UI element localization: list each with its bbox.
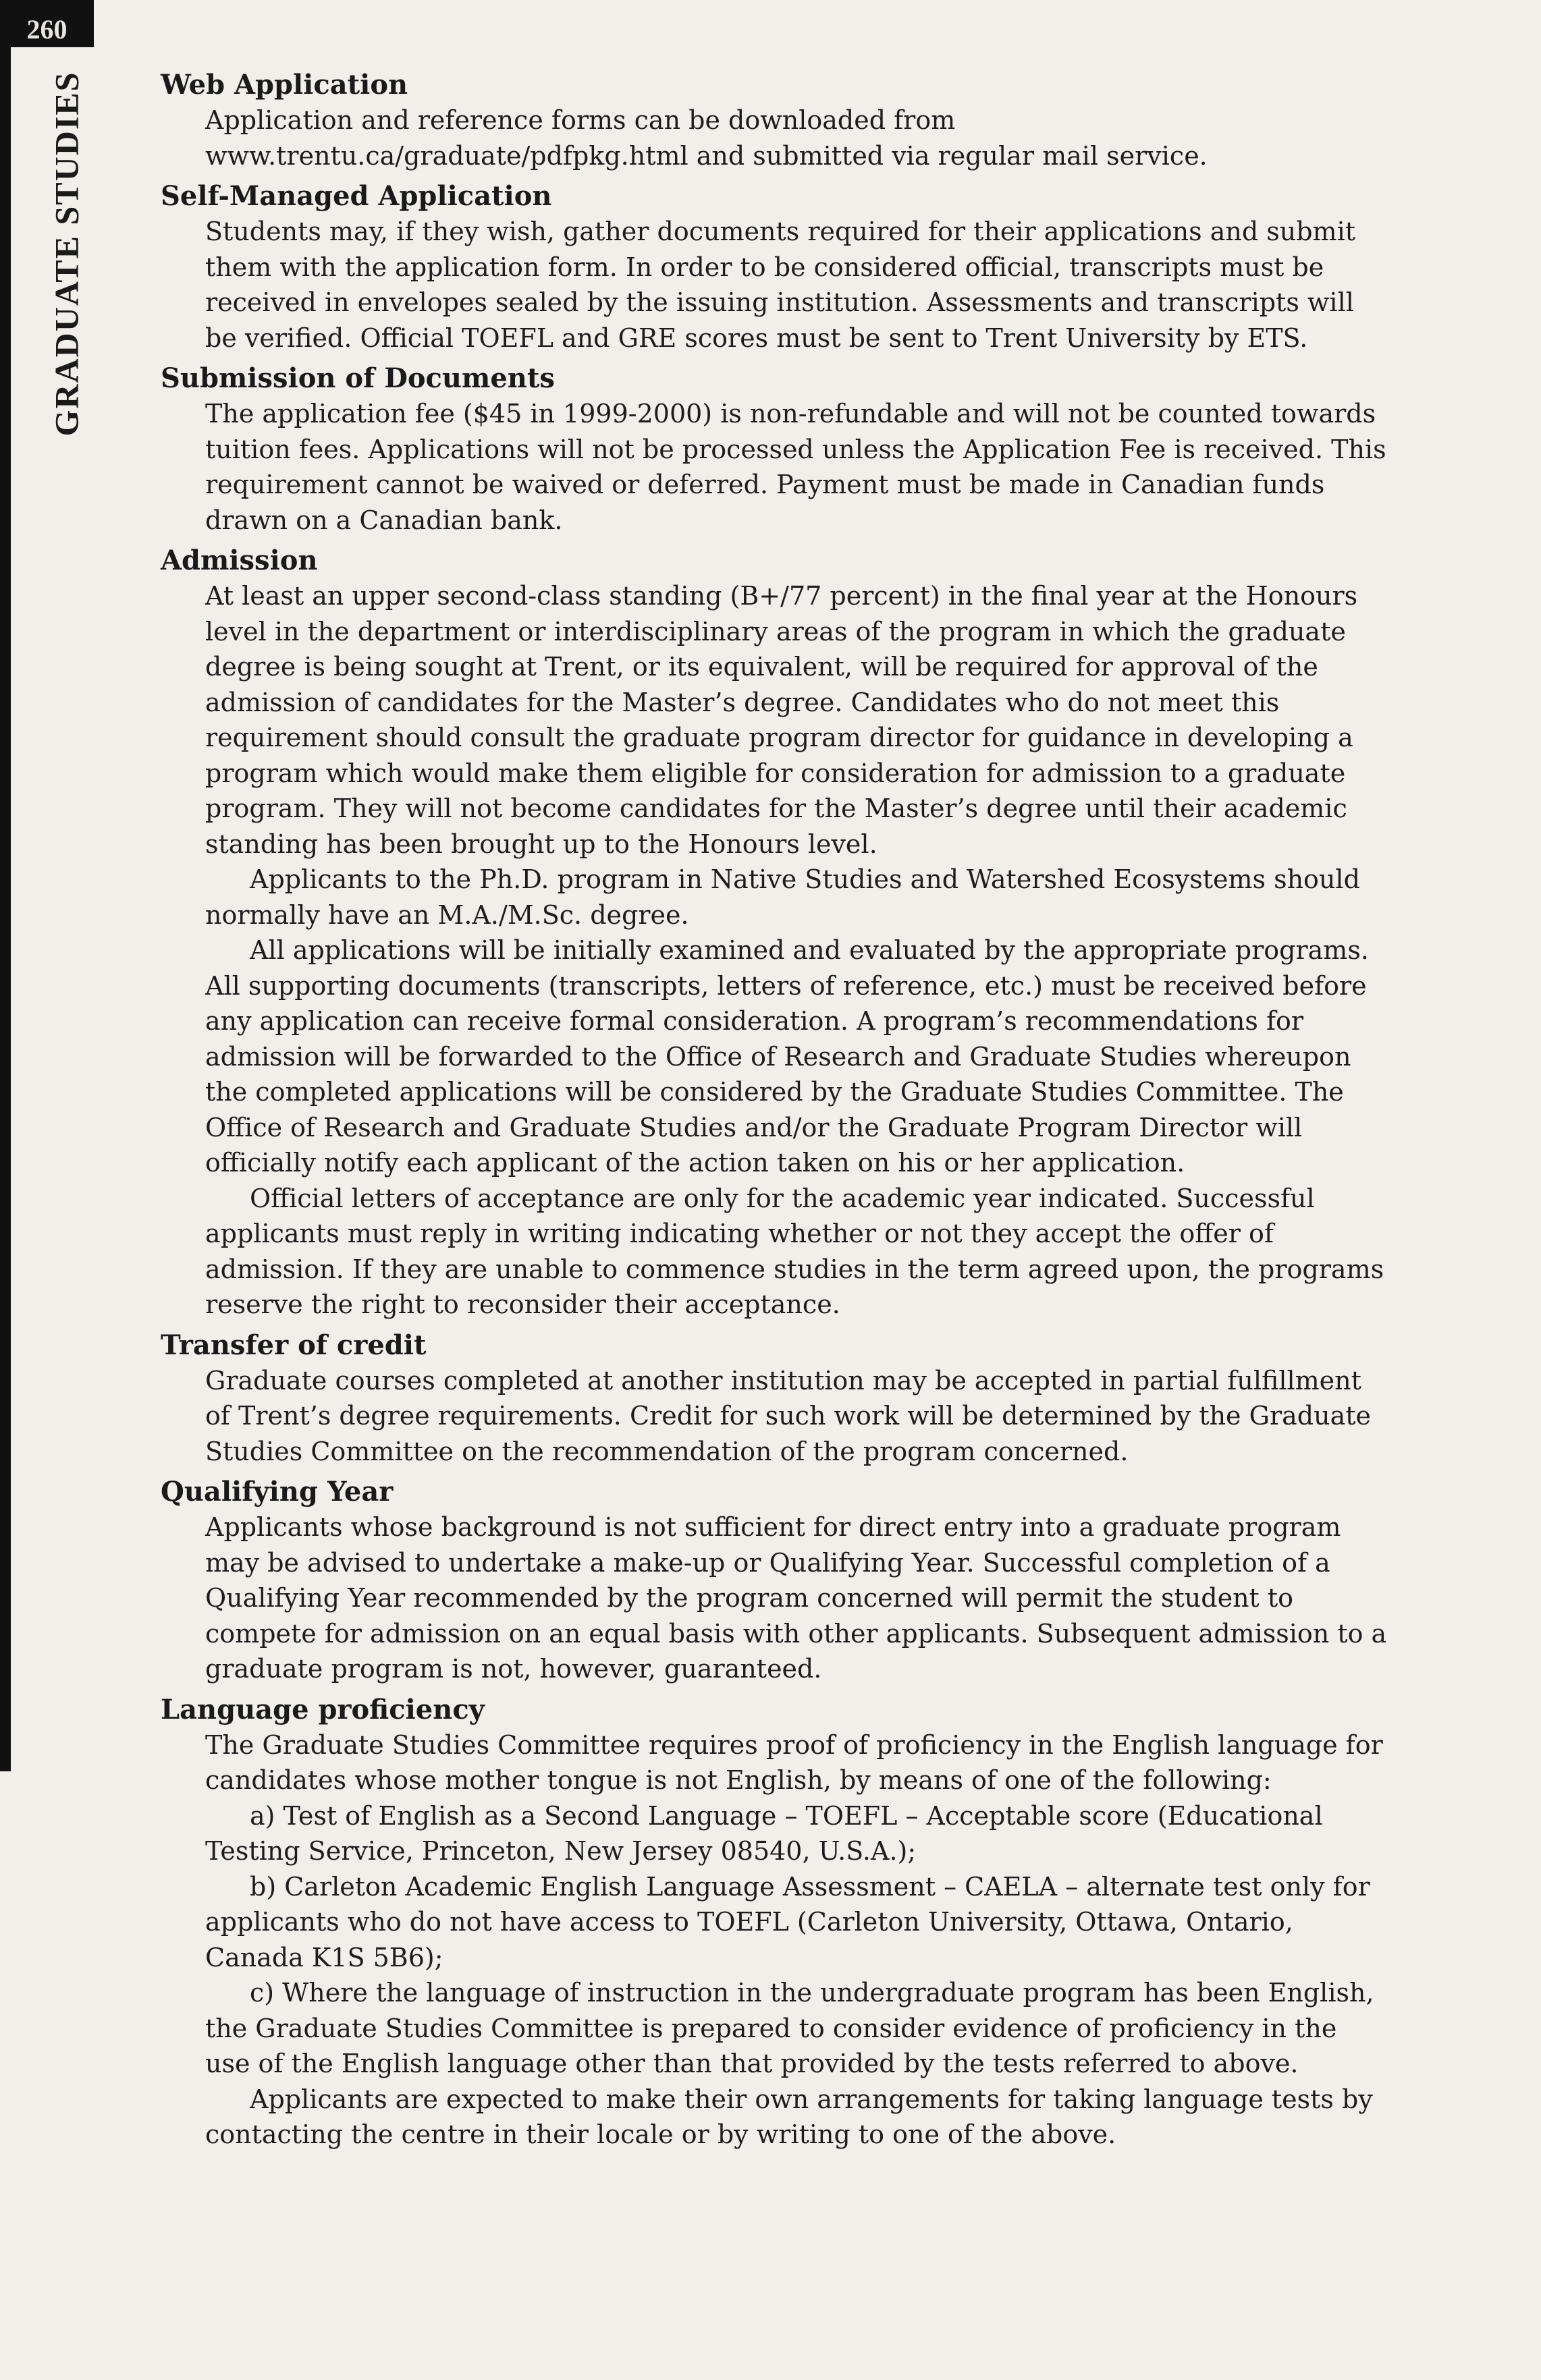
section-heading: Qualifying Year xyxy=(161,1476,394,1507)
list-item: c) Where the language of instruction in the undergraduate program has been English, the Graduate Studies Committee is prepared to consider evidence of proficiency in the use of the English language other than that provided by the tests referred to above. xyxy=(205,1978,1374,2078)
list-item: a) Test of English as a Second Language – TOEFL – Acceptable score (Educational Testing Service, Princeton, New Jersey 08540, U.S.A.); xyxy=(205,1800,1323,1866)
paragraph: Official letters of acceptance are only for the academic year indicated. Successful applicants must reply in writing indicating whether or not they accept the offer of admission. If they are unable to commence studies in the term agreed upon, the programs reserve the right to reconsider their acceptance. xyxy=(205,1183,1384,1319)
paragraph: The application fee ($45 in 1999-2000) is non-refundable and will not be counted towards tuition fees. Applications will not be processed unless the Application Fee is received. This requirement cannot be waived or deferred. Payment must be made in Canadian funds drawn on a Canadian bank. xyxy=(205,399,1386,535)
section-web-application xyxy=(161,67,1389,173)
paragraph: Applicants to the Ph.D. program in Native Studies and Watershed Ecosystems should normally have an M.A./M.Sc. degree. xyxy=(205,864,1360,930)
paragraph: The Graduate Studies Committee requires proof of proficiency in the English language for candidates whose mother tongue is not English, by means of one of the following: xyxy=(205,1729,1383,1795)
section-heading: Admission xyxy=(161,545,318,576)
paragraph: All applications will be initially examined and evaluated by the appropriate programs. All supporting documents (transcripts, letters of reference, etc.) must be received before any application can receive formal consideration. A program’s recommendations for admission will be forwarded to the Office of Research and Graduate Studies whereupon the completed applications will be considered by the Graduate Studies Committee. The Office of Research and Graduate Studies and/or the Graduate Program Director will officially notify each applicant of the action taken on his or her application. xyxy=(205,935,1369,1178)
section-heading: Transfer of credit xyxy=(161,1329,427,1361)
paragraph: Applicants are expected to make their own arrangements for taking language tests by contacting the centre in their locale or by writing to one of the above. xyxy=(205,2084,1373,2149)
section-heading: Language proficiency xyxy=(161,1693,485,1725)
section-tab xyxy=(39,65,93,443)
section-heading: Submission of Documents xyxy=(161,362,555,394)
section-tab-label: GRADUATE STUDIES xyxy=(47,71,86,437)
section-admission xyxy=(161,543,1389,1323)
section-heading: Web Application xyxy=(161,69,408,101)
paragraph: Graduate courses completed at another institution may be accepted in partial fulfillment of Trent’s degree requirements. Credit for such work will be determined by the Graduate Studies Committee on the recommendation of the program concerned. xyxy=(205,1365,1372,1466)
paragraph: Applicants whose background is not sufficient for direct entry into a graduate program may be advised to undertake a make-up or Qualifying Year. Successful completion of a Qualifying Year recommended by the program concerned will permit the student to compete for admission on an equal basis with other applicants. Subsequent admission to a graduate program is not, however, guaranteed. xyxy=(205,1512,1387,1684)
page-body xyxy=(161,67,1389,2158)
side-bar xyxy=(0,47,11,1771)
section-language-proficiency xyxy=(161,1692,1389,2153)
section-submission-of-documents xyxy=(161,361,1389,538)
section-transfer-of-credit xyxy=(161,1328,1389,1470)
paragraph: Students may, if they wish, gather documents required for their applications and submit them with the application form. In order to be considered official, transcripts must be received in envelopes sealed by the issuing institution. Assessments and transcripts will be verified. Official TOEFL and GRE scores must be sent to Trent University by ETS. xyxy=(205,217,1356,353)
page-number: 260 xyxy=(0,0,94,47)
list-item: b) Carleton Academic English Language Assessment – CAELA – alternate test only for applicants who do not have access to TOEFL (Carleton University, Ottawa, Ontario, Canada K1S 5B6); xyxy=(205,1871,1370,1972)
paragraph: At least an upper second-class standing (B+/77 percent) in the final year at the Honours level in the department or interdisciplinary areas of the program in which the graduate degree is being sought at Trent, or its equivalent, will be required for approval of the admission of candidates for the Master’s degree. Candidates who do not meet this requirement should consult the graduate program director for guidance in developing a program which would make them eligible for consideration for admission to a graduate program. They will not become candidates for the Master’s degree until their academic standing has been brought up to the Honours level. xyxy=(205,581,1358,859)
section-self-managed-application xyxy=(161,179,1389,356)
section-qualifying-year xyxy=(161,1474,1389,1687)
section-heading: Self-Managed Application xyxy=(161,180,552,212)
paragraph: Application and reference forms can be downloaded from www.trentu.ca/graduate/pdfpkg.html and submitted via regular mail service. xyxy=(205,105,1208,171)
